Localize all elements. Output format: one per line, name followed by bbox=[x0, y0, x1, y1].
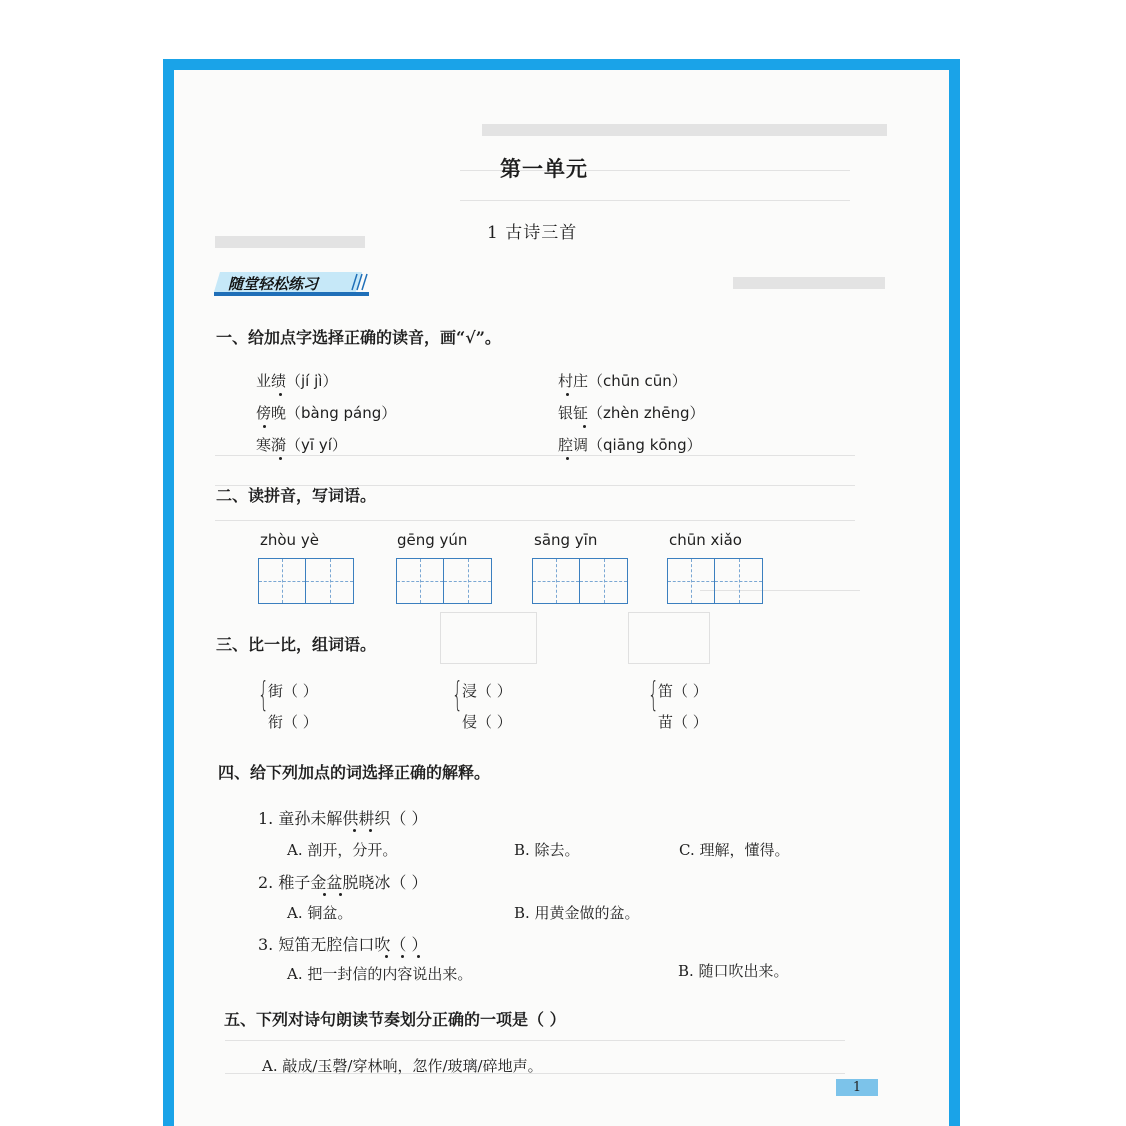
section-1-heading: 一、给加点字选择正确的读音，画“√”。 bbox=[216, 328, 501, 347]
section-4-heading: 四、给下列加点的词选择正确的解释。 bbox=[218, 763, 491, 782]
ghost-box bbox=[628, 612, 710, 664]
option-c: C. 理解，懂得。 bbox=[679, 841, 790, 859]
emphasis-dot bbox=[323, 893, 326, 896]
emphasis-dot bbox=[279, 393, 282, 396]
emphasis-dot bbox=[566, 393, 569, 396]
emphasis-dot bbox=[417, 955, 420, 958]
option-a: A. 铜盆。 bbox=[287, 904, 353, 922]
option-a: A. 剖开，分开。 bbox=[287, 841, 398, 859]
emphasis-dot bbox=[385, 955, 388, 958]
question-stem: 3. 短笛无腔信口吹（ ） bbox=[258, 935, 428, 954]
question-stem: 2. 稚子金盆脱晓冰（ ） bbox=[258, 873, 428, 892]
compare-item: 浸（ ） bbox=[462, 682, 512, 700]
section-5-heading: 五、下列对诗句朗读节奏划分正确的一项是（ ） bbox=[224, 1010, 566, 1029]
emphasis-dot bbox=[369, 829, 372, 832]
item-word: 业绩（jí jì） bbox=[256, 372, 338, 390]
emphasis-dot bbox=[279, 457, 282, 460]
item-word: 腔调（qiāng kōng） bbox=[558, 436, 702, 454]
writing-grid[interactable] bbox=[258, 558, 354, 604]
ghost-line bbox=[460, 200, 850, 201]
unit-title: 第一单元 bbox=[500, 156, 588, 181]
pinyin-prompt: gēng yún bbox=[397, 531, 468, 549]
banner-label: 随堂轻松练习 bbox=[228, 275, 319, 293]
compare-item: 衔（ ） bbox=[268, 713, 318, 731]
question-stem: 1. 童孙未解供耕织（ ） bbox=[258, 809, 428, 828]
writing-grid[interactable] bbox=[396, 558, 492, 604]
item-word: 傍晚（bàng páng） bbox=[256, 404, 397, 422]
writing-grid[interactable] bbox=[667, 558, 763, 604]
compare-item: 苗（ ） bbox=[658, 713, 708, 731]
ghost-line bbox=[215, 455, 855, 456]
brace: { bbox=[648, 675, 659, 715]
ghost-box bbox=[440, 612, 537, 664]
emphasis-dot bbox=[339, 893, 342, 896]
option-a: A. 把一封信的内容说出来。 bbox=[287, 965, 473, 983]
emphasis-dot bbox=[353, 829, 356, 832]
compare-item: 街（ ） bbox=[268, 682, 318, 700]
brace: { bbox=[452, 675, 463, 715]
section-3-heading: 三、比一比，组词语。 bbox=[216, 635, 377, 654]
page-number: 1 bbox=[836, 1079, 878, 1096]
emphasis-dot bbox=[583, 425, 586, 428]
option-b: B. 用黄金做的盆。 bbox=[514, 904, 640, 922]
item-word: 银钲（zhèn zhēng） bbox=[558, 404, 705, 422]
item-word: 寒漪（yī yí） bbox=[256, 436, 347, 454]
compare-item: 笛（ ） bbox=[658, 682, 708, 700]
lesson-title: 1 古诗三首 bbox=[487, 223, 578, 243]
option-b: B. 除去。 bbox=[514, 841, 580, 859]
ghost-line bbox=[225, 1040, 845, 1041]
brace: { bbox=[258, 675, 269, 715]
pinyin-prompt: chūn xiǎo bbox=[669, 531, 742, 549]
pinyin-prompt: sāng yīn bbox=[534, 531, 598, 549]
ghost-banner-right bbox=[733, 277, 885, 289]
option-b: B. 随口吹出来。 bbox=[678, 962, 789, 980]
pinyin-prompt: zhòu yè bbox=[260, 531, 319, 549]
compare-item: 侵（ ） bbox=[462, 713, 512, 731]
ghost-line bbox=[215, 520, 855, 521]
ghost-banner-left bbox=[215, 236, 365, 248]
emphasis-dot bbox=[263, 425, 266, 428]
emphasis-dot bbox=[566, 457, 569, 460]
option-a: A. 敲成/玉磬/穿林响，忽作/玻璃/碎地声。 bbox=[262, 1057, 543, 1075]
emphasis-dot bbox=[401, 955, 404, 958]
writing-grid[interactable] bbox=[532, 558, 628, 604]
ghost-header-bar bbox=[482, 124, 887, 136]
section-2-heading: 二、读拼音，写词语。 bbox=[216, 486, 377, 505]
item-word: 村庄（chūn cūn） bbox=[558, 372, 687, 390]
